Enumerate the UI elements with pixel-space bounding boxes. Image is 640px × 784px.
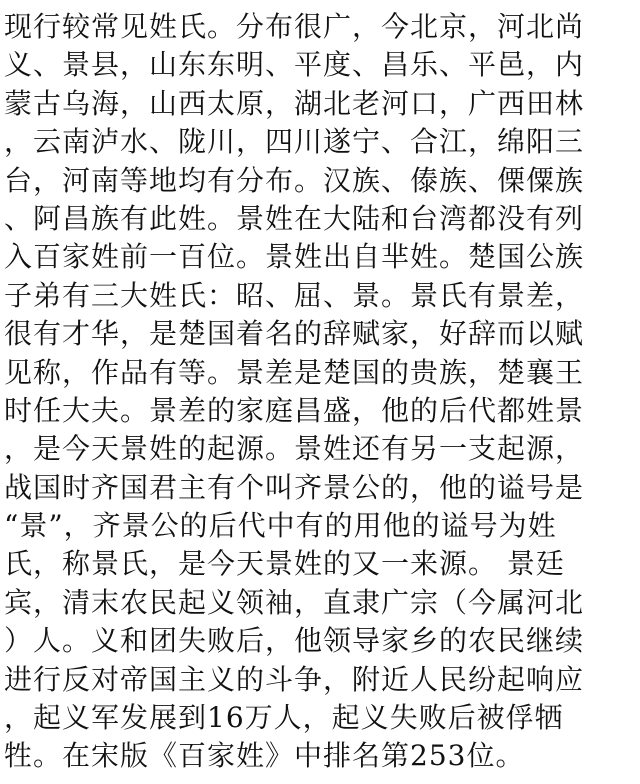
- text-line: 现行较常见姓氏。分布很广，今北京，河北尚: [4, 10, 585, 43]
- text-line: 战国时齐国君主有个叫齐景公的，他的谥号是: [4, 470, 585, 504]
- text-line: “景”，齐景公的后代中有的用他的谥号为姓: [4, 509, 557, 543]
- text-line: ，是今天景姓的起源。景姓还有另一支起源，: [4, 432, 585, 466]
- text-line: 氏，称景氏，是今天景姓的又一来源。 景廷: [4, 547, 565, 581]
- text-line: 宾，清末农民起义领袖，直隶广宗（今属河北: [4, 585, 585, 619]
- text-line: 入百家姓前一百位。景姓出自芈姓。楚国公族: [4, 240, 585, 274]
- text-line: ，起义军发展到16万人，起义失败后被俘牺: [4, 701, 564, 735]
- text-line: 台，河南等地均有分布。汉族、傣族、傈僳族: [4, 163, 585, 197]
- text-line: 牲。在宋版《百家姓》中排名第253位。: [4, 739, 525, 773]
- text-line: 、阿昌族有此姓。景姓在大陆和台湾都没有列: [4, 201, 585, 235]
- text-line: 见称，作品有等。景差是楚国的贵族，楚襄王: [4, 355, 585, 389]
- text-line: 蒙古乌海，山西太原，湖北老河口，广西田林: [4, 86, 585, 120]
- text-block: [4, 8, 636, 776]
- text-line: ，云南泸水、陇川，四川遂宁、合江，绵阳三: [4, 125, 585, 159]
- text-line: 时任大夫。景差的家庭昌盛，他的后代都姓景: [4, 393, 585, 427]
- text-line: 很有才华，是楚国着名的辞赋家，好辞而以赋: [4, 317, 585, 351]
- text-line: 进行反对帝国主义的斗争，附近人民纷起响应: [4, 662, 585, 696]
- text-line: ）人。义和团失败后，他领导家乡的农民继续: [4, 624, 585, 658]
- text-line: 义、景县，山东东明、平度、昌乐、平邑，内: [4, 48, 585, 82]
- text-line: 子弟有三大姓氏：昭、屈、景。景氏有景差，: [4, 278, 585, 312]
